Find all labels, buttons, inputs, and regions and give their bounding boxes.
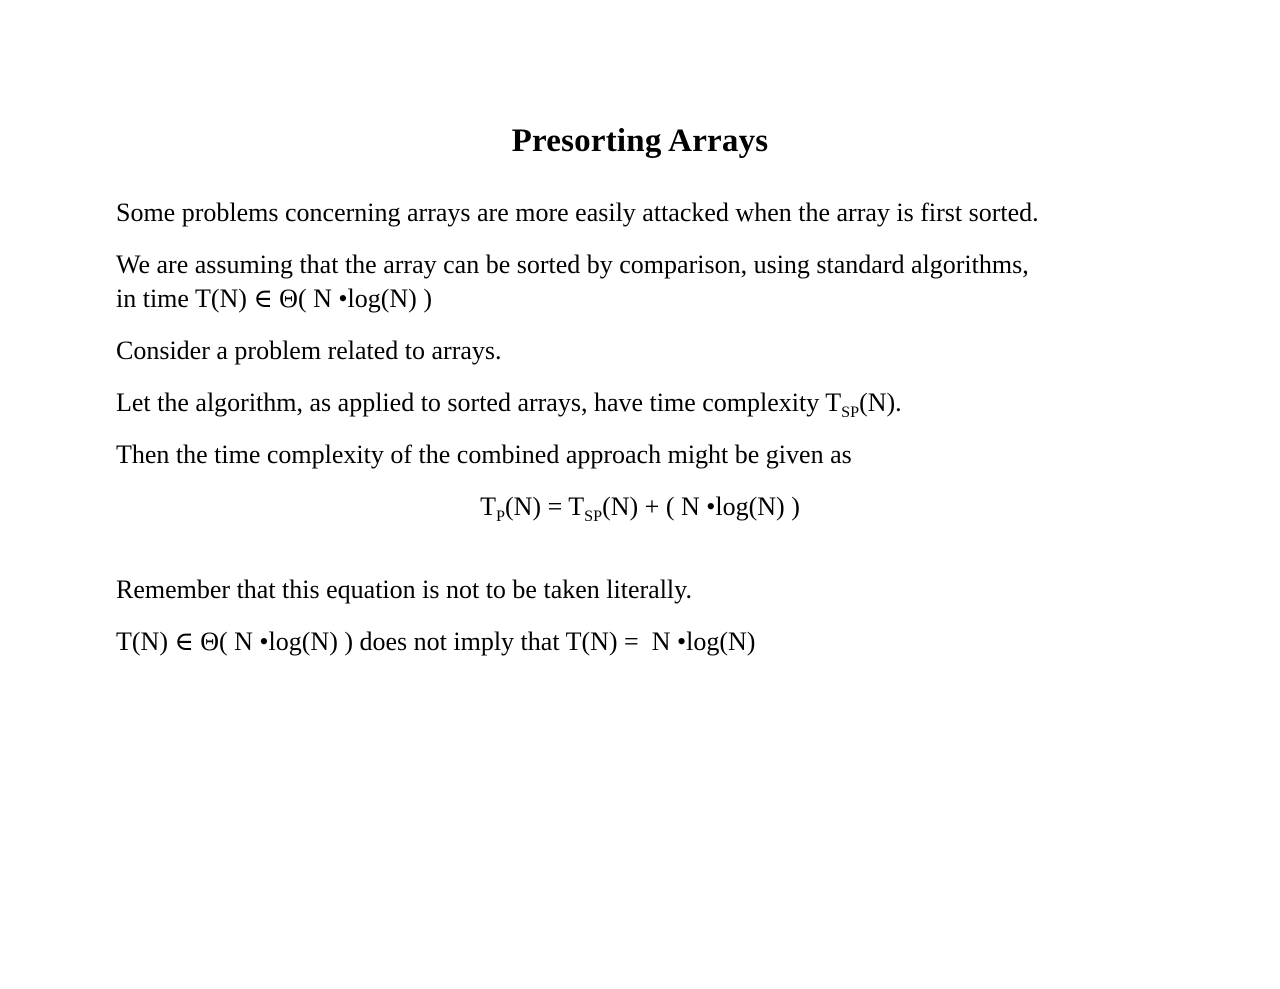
- page-title: Presorting Arrays: [511, 123, 769, 159]
- paragraph-assumption: We are assuming that the array can be sorted by comparison, using standard algorithms, in time T(N) ∈ Θ( N •log(N) ): [116, 250, 1029, 313]
- paragraph-consider-problem: Consider a problem related to arrays.: [116, 336, 502, 365]
- paragraph-sorted-intro: Some problems concerning arrays are more easily attacked when the array is first sorted.: [116, 198, 1039, 227]
- paragraph-combined-approach: Then the time complexity of the combined approach might be given as: [116, 440, 852, 469]
- paragraph-remember-note: Remember that this equation is not to be taken literally.: [116, 575, 692, 604]
- equation-combined-complexity: $T_P(N) = T_{SP}(N)$ + ( N •log(N) ): [480, 492, 800, 526]
- paragraph-algorithm-complexity: Let the algorithm, as applied to sorted arrays, have time complexity $T_{SP}(N)$.: [116, 388, 902, 422]
- paragraph-does-not-imply: T(N) ∈ Θ( N •log(N) ) does not imply that T(N) = N •log(N): [116, 627, 756, 656]
